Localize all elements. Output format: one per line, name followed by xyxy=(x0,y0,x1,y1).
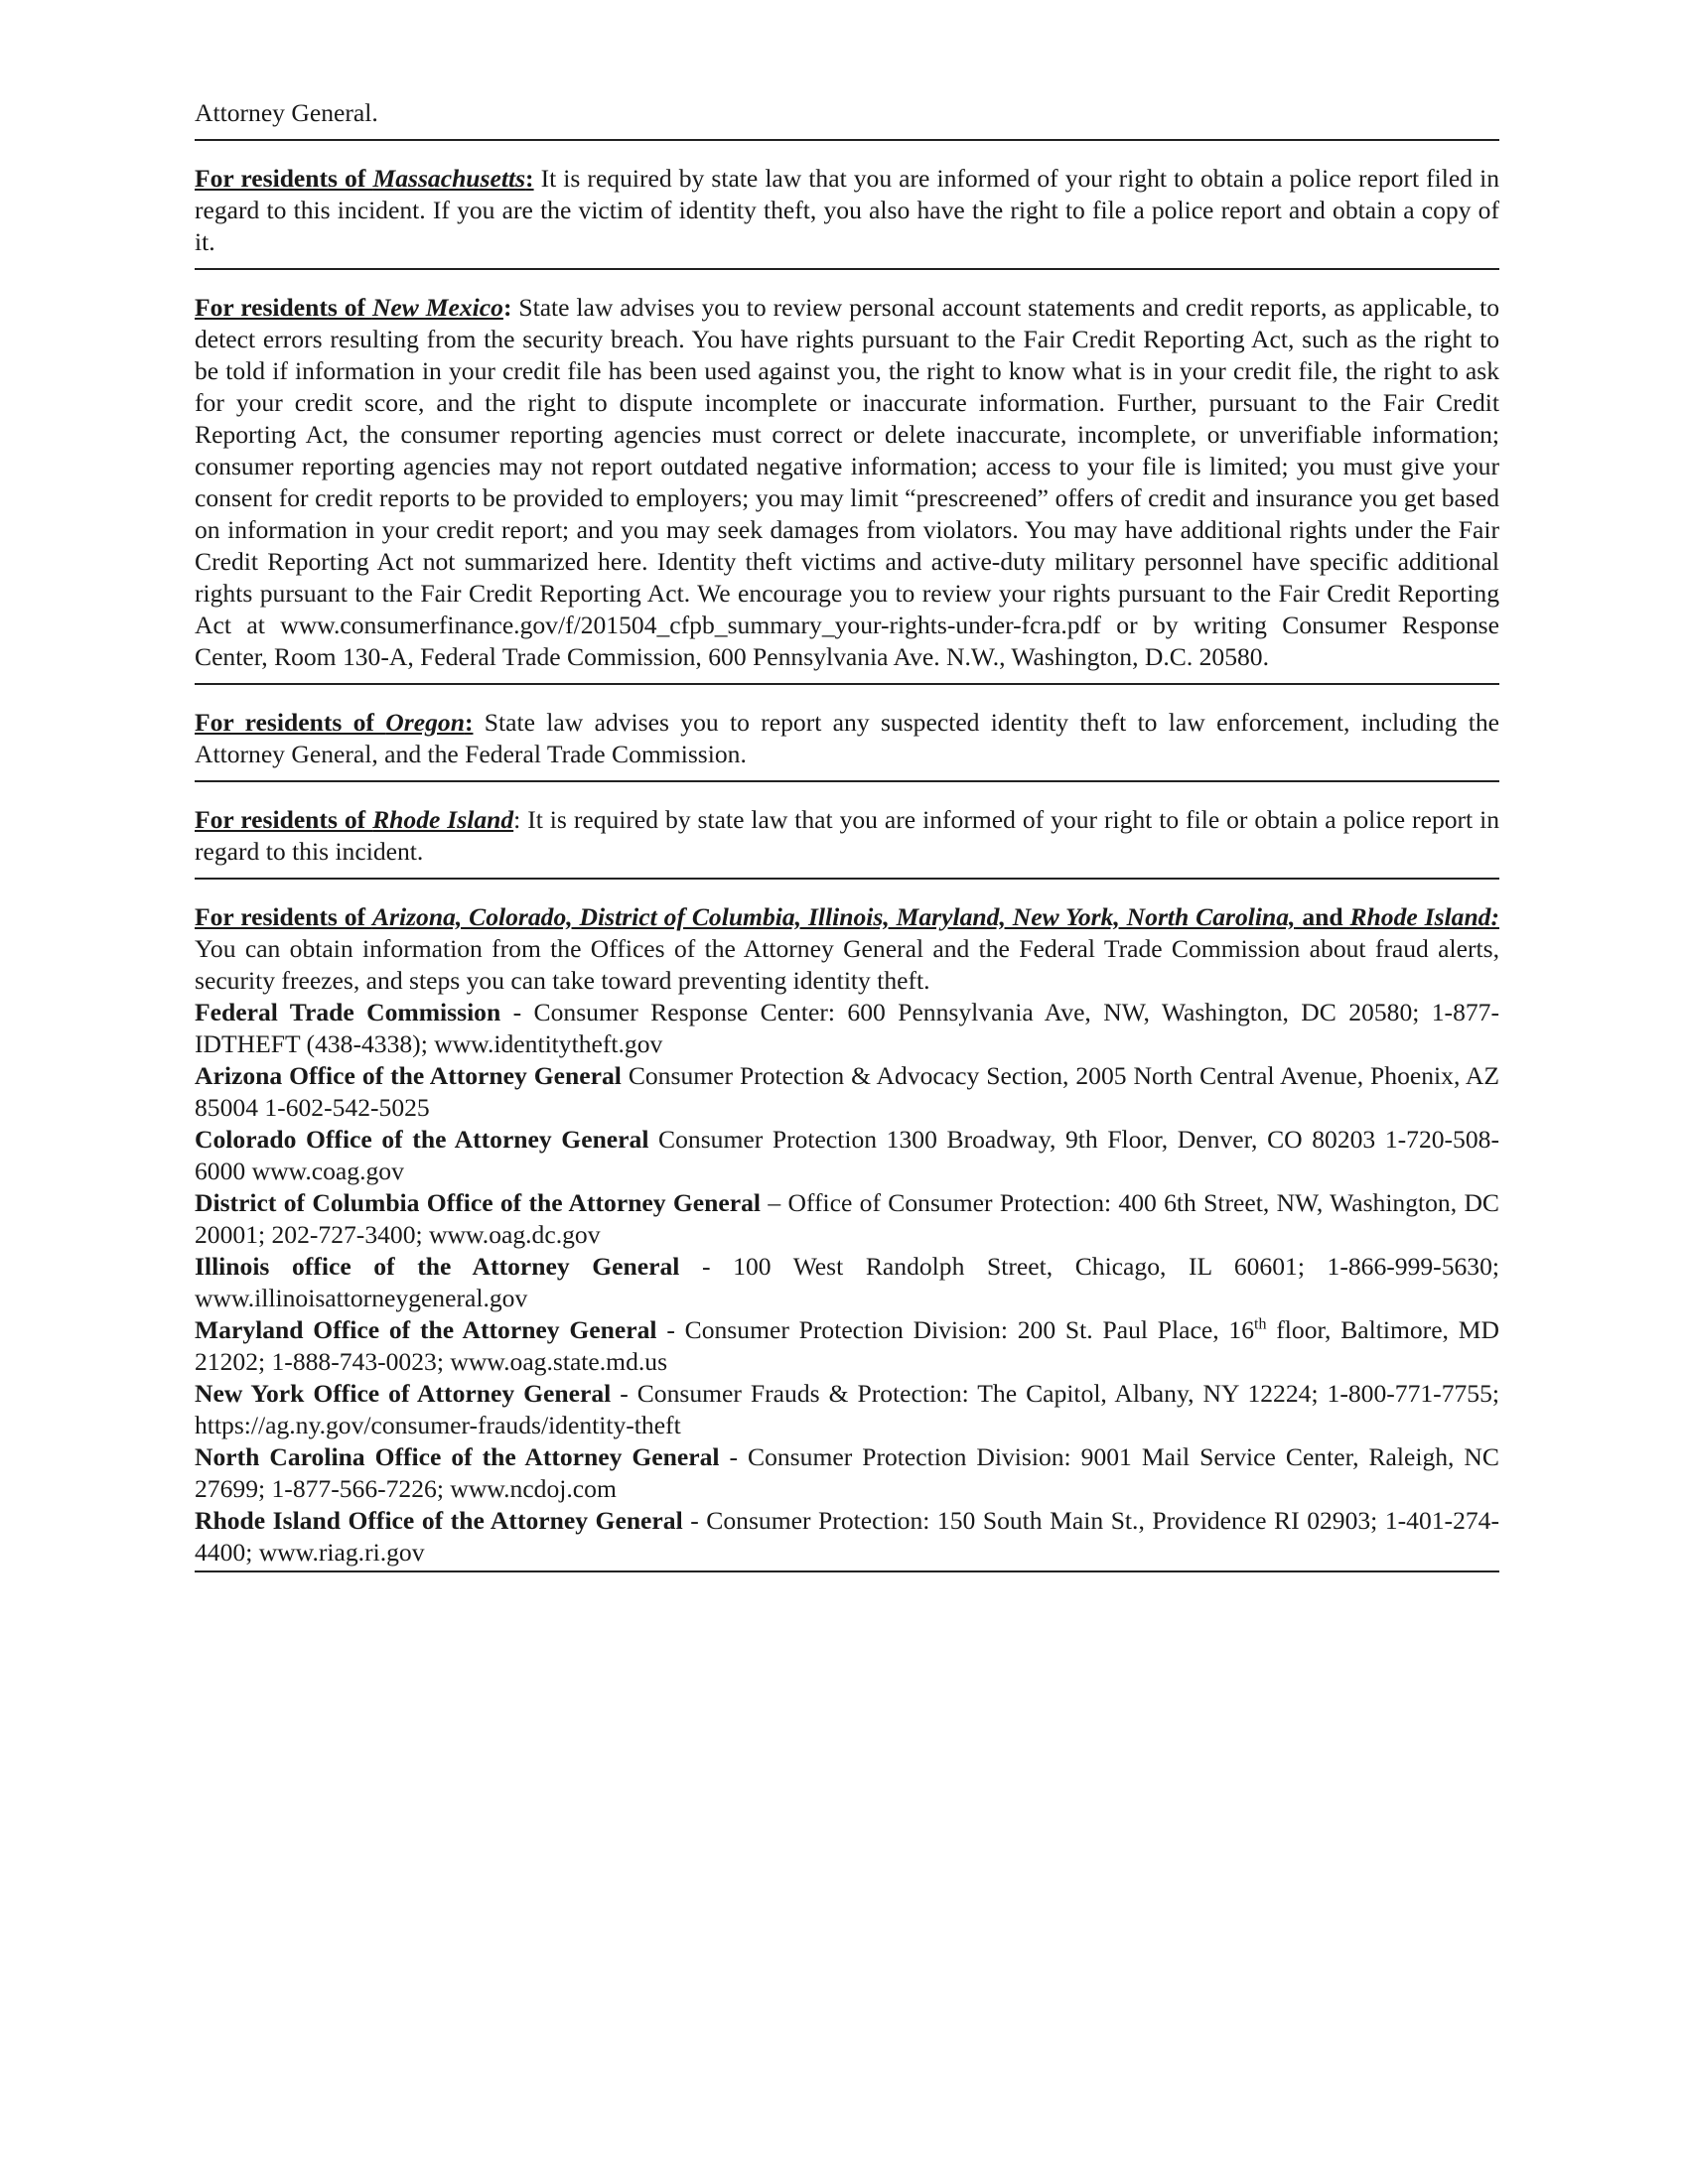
section-oregon xyxy=(195,707,1499,770)
contact-detail: - Consumer Protection Division: 200 St. Paul Place, 16 xyxy=(656,1315,1255,1344)
contact-detail: Consumer Protection 1300 Broadway, 9th Floor, Denver, CO 80203 1-720-508-6000 www.coag.gov xyxy=(195,1125,1499,1185)
contact-ftc xyxy=(195,997,1499,1060)
contact-north-carolina xyxy=(195,1441,1499,1505)
section-body: It is required by state law that you are informed of your right to obtain a police report filed in regard to this incident. If you are the victim of identity theft, you also have the right to file a police report and obtain a copy of it. xyxy=(195,164,1500,256)
intro-tail-text: Attorney General. xyxy=(195,98,378,127)
section-divider xyxy=(195,878,1499,880)
section-divider xyxy=(195,1570,1499,1572)
state-list: Arizona, Colorado, District of Columbia, Illinois, Maryland, New York, North Carolina, xyxy=(371,902,1296,931)
contact-detail: floor, Baltimore, MD 21202; 1-888-743-0023; www.oag.state.md.us xyxy=(195,1315,1499,1376)
section-lead: For residents of Arizona, Colorado, District of Columbia, Illinois, Maryland, New York, North Carolina, and Rhode Island: xyxy=(195,902,1499,931)
section-lead: For residents of Oregon: xyxy=(195,708,474,737)
contact-org: Arizona Office of the Attorney General xyxy=(195,1061,622,1090)
contact-org: Maryland Office of the Attorney General xyxy=(195,1315,657,1344)
document-page xyxy=(195,97,1499,1594)
section-body: It is required by state law that you are informed of your right to file or obtain a police report in regard to this incident. xyxy=(195,805,1500,866)
contact-org: Colorado Office of the Attorney General xyxy=(195,1125,649,1154)
state-name: Rhode Island: xyxy=(1349,902,1499,931)
section-divider xyxy=(195,139,1499,141)
section-body: You can obtain information from the Offices of the Attorney General and the Federal Trade Commission about fraud alerts, security freezes, and steps you can take toward preventing identity theft. xyxy=(195,934,1499,995)
section-lead: For residents of New Mexico xyxy=(195,293,503,322)
contact-detail: - Consumer Frauds & Protection: The Capitol, Albany, NY 12224; 1-800-771-7755; https://ag.ny.gov/consumer-frauds/identity-theft xyxy=(195,1379,1499,1439)
contact-arizona xyxy=(195,1060,1499,1124)
section-multi-state xyxy=(195,901,1499,997)
state-name: Oregon xyxy=(385,708,465,737)
section-new-mexico: For residents of New Mexico: State law advises you to review personal account statements and credit reports, as applicable, to detect errors resulting from the security breach. You have rights pursuant to the Fair Credit Reporting Act, such as the right to be told if information in your credit file has been used against you, the right to know what is in your credit file, the right to ask for your credit score, and the right to dispute incomplete or inaccurate information. Further, pursuant to the Fair Credit Reporting Act, the consumer reporting agencies must correct or delete inaccurate, incomplete, or unverifiable information; consumer reporting agencies may not report outdated negative information; access to your file is limited; you must give your consent for credit reports to be provided to employers; you may limit “prescreened” offers of credit and insurance you get based on information in your credit report; and you may seek damages from violators. You may have additional rights under the Fair Credit Reporting Act not summarized here. Identity theft victims and active-duty military personnel have specific additional rights pursuant to the Fair Credit Reporting Act. We encourage you to review your rights pursuant to the Fair Credit Reporting Act at www.consumerfinance.gov/f/201504_cfpb_summary_your-rights-under-fcra.pdf or by writing Consumer Response Center, Room 130-A, Federal Trade Commission, 600 Pennsylvania Ave. N.W., Washington, D.C. 20580. xyxy=(195,293,1499,671)
section-body: State law advises you to review personal account statements and credit reports, as applicable, to detect errors resulting from the security breach. You have rights pursuant to the Fair Credit Reporting Act, such as the right to be told if information in your credit file has been used against you, the right to know what is in your credit file, the right to ask for your credit score, and the right to dispute incomplete or inaccurate information. Further, pursuant to the Fair Credit Reporting Act, the consumer reporting agencies must correct or delete inaccurate, incomplete, or unverifiable information; consumer reporting agencies may not report outdated negative information; access to your file is limited; you must give your consent for credit reports to be provided to employers; you may limit “prescreened” offers of credit and insurance you get based on information in your credit report; and you may seek damages from violators. You may have additional rights under the Fair Credit Reporting Act not summarized here. Identity theft victims and active-duty military personnel have specific additional rights pursuant to the Fair Credit Reporting Act. We encourage you to review your rights pursuant to the Fair Credit Reporting Act at www.consumerfinance.gov/f/201504_cfpb_summary_your-rights-under-fcra.pdf or by writing Consumer Response Center, Room 130-A, Federal Trade Commission, 600 Pennsylvania Ave. N.W., Washington, D.C. 20580. xyxy=(195,293,1499,671)
contact-illinois xyxy=(195,1251,1499,1314)
contact-org: New York Office of Attorney General xyxy=(195,1379,612,1408)
section-rhode-island: For residents of Rhode Island: It is required by state law that you are informed of your right to file or obtain a police report in regard to this incident. xyxy=(195,805,1500,866)
contact-rhode-island xyxy=(195,1505,1499,1569)
contact-detail: - Consumer Protection Division: 9001 Mail Service Center, Raleigh, NC 27699; 1-877-566-7226; www.ncdoj.com xyxy=(195,1442,1499,1503)
contact-detail: - Consumer Protection: 150 South Main St., Providence RI 02903; 1-401-274-4400; www.riag.ri.gov xyxy=(195,1506,1499,1567)
section-divider xyxy=(195,268,1499,270)
contact-detail: - 100 West Randolph Street, Chicago, IL 60601; 1-866-999-5630; www.illinoisattorneygeneral.gov xyxy=(195,1252,1499,1312)
contact-maryland xyxy=(195,1314,1499,1378)
contact-dc xyxy=(195,1187,1499,1251)
section-massachusetts xyxy=(195,163,1499,258)
contact-org: Illinois office of the Attorney General xyxy=(195,1252,680,1281)
state-name: Rhode Island xyxy=(372,805,514,834)
section-divider xyxy=(195,780,1499,782)
contact-detail: Consumer Protection & Advocacy Section, 2005 North Central Avenue, Phoenix, AZ 85004 1-602-542-5025 xyxy=(195,1061,1499,1122)
contact-new-york xyxy=(195,1378,1499,1441)
state-name: Massachusetts xyxy=(372,164,526,193)
contact-org: North Carolina Office of the Attorney General xyxy=(195,1442,720,1471)
contact-org: Federal Trade Commission xyxy=(195,998,501,1026)
section-body: State law advises you to report any suspected identity theft to law enforcement, including the Attorney General, and the Federal Trade Commission. xyxy=(195,708,1499,768)
ordinal-suffix: th xyxy=(1254,1315,1267,1333)
state-name: New Mexico xyxy=(371,293,503,322)
contact-detail: – Office of Consumer Protection: 400 6th Street, NW, Washington, DC 20001; 202-727-3400; www.oag.dc.gov xyxy=(195,1188,1499,1249)
section-lead: For residents of Massachusetts: xyxy=(195,164,534,193)
contact-colorado xyxy=(195,1124,1499,1187)
contact-org: District of Columbia Office of the Attorney General xyxy=(195,1188,762,1217)
contact-detail: - Consumer Response Center: 600 Pennsylvania Ave, NW, Washington, DC 20580; 1-877-IDTHEFT (438-4338); www.identitytheft.gov xyxy=(195,998,1499,1058)
section-divider xyxy=(195,683,1499,685)
contact-org: Rhode Island Office of the Attorney General xyxy=(195,1506,683,1535)
section-lead: For residents of Rhode Island xyxy=(195,805,514,834)
